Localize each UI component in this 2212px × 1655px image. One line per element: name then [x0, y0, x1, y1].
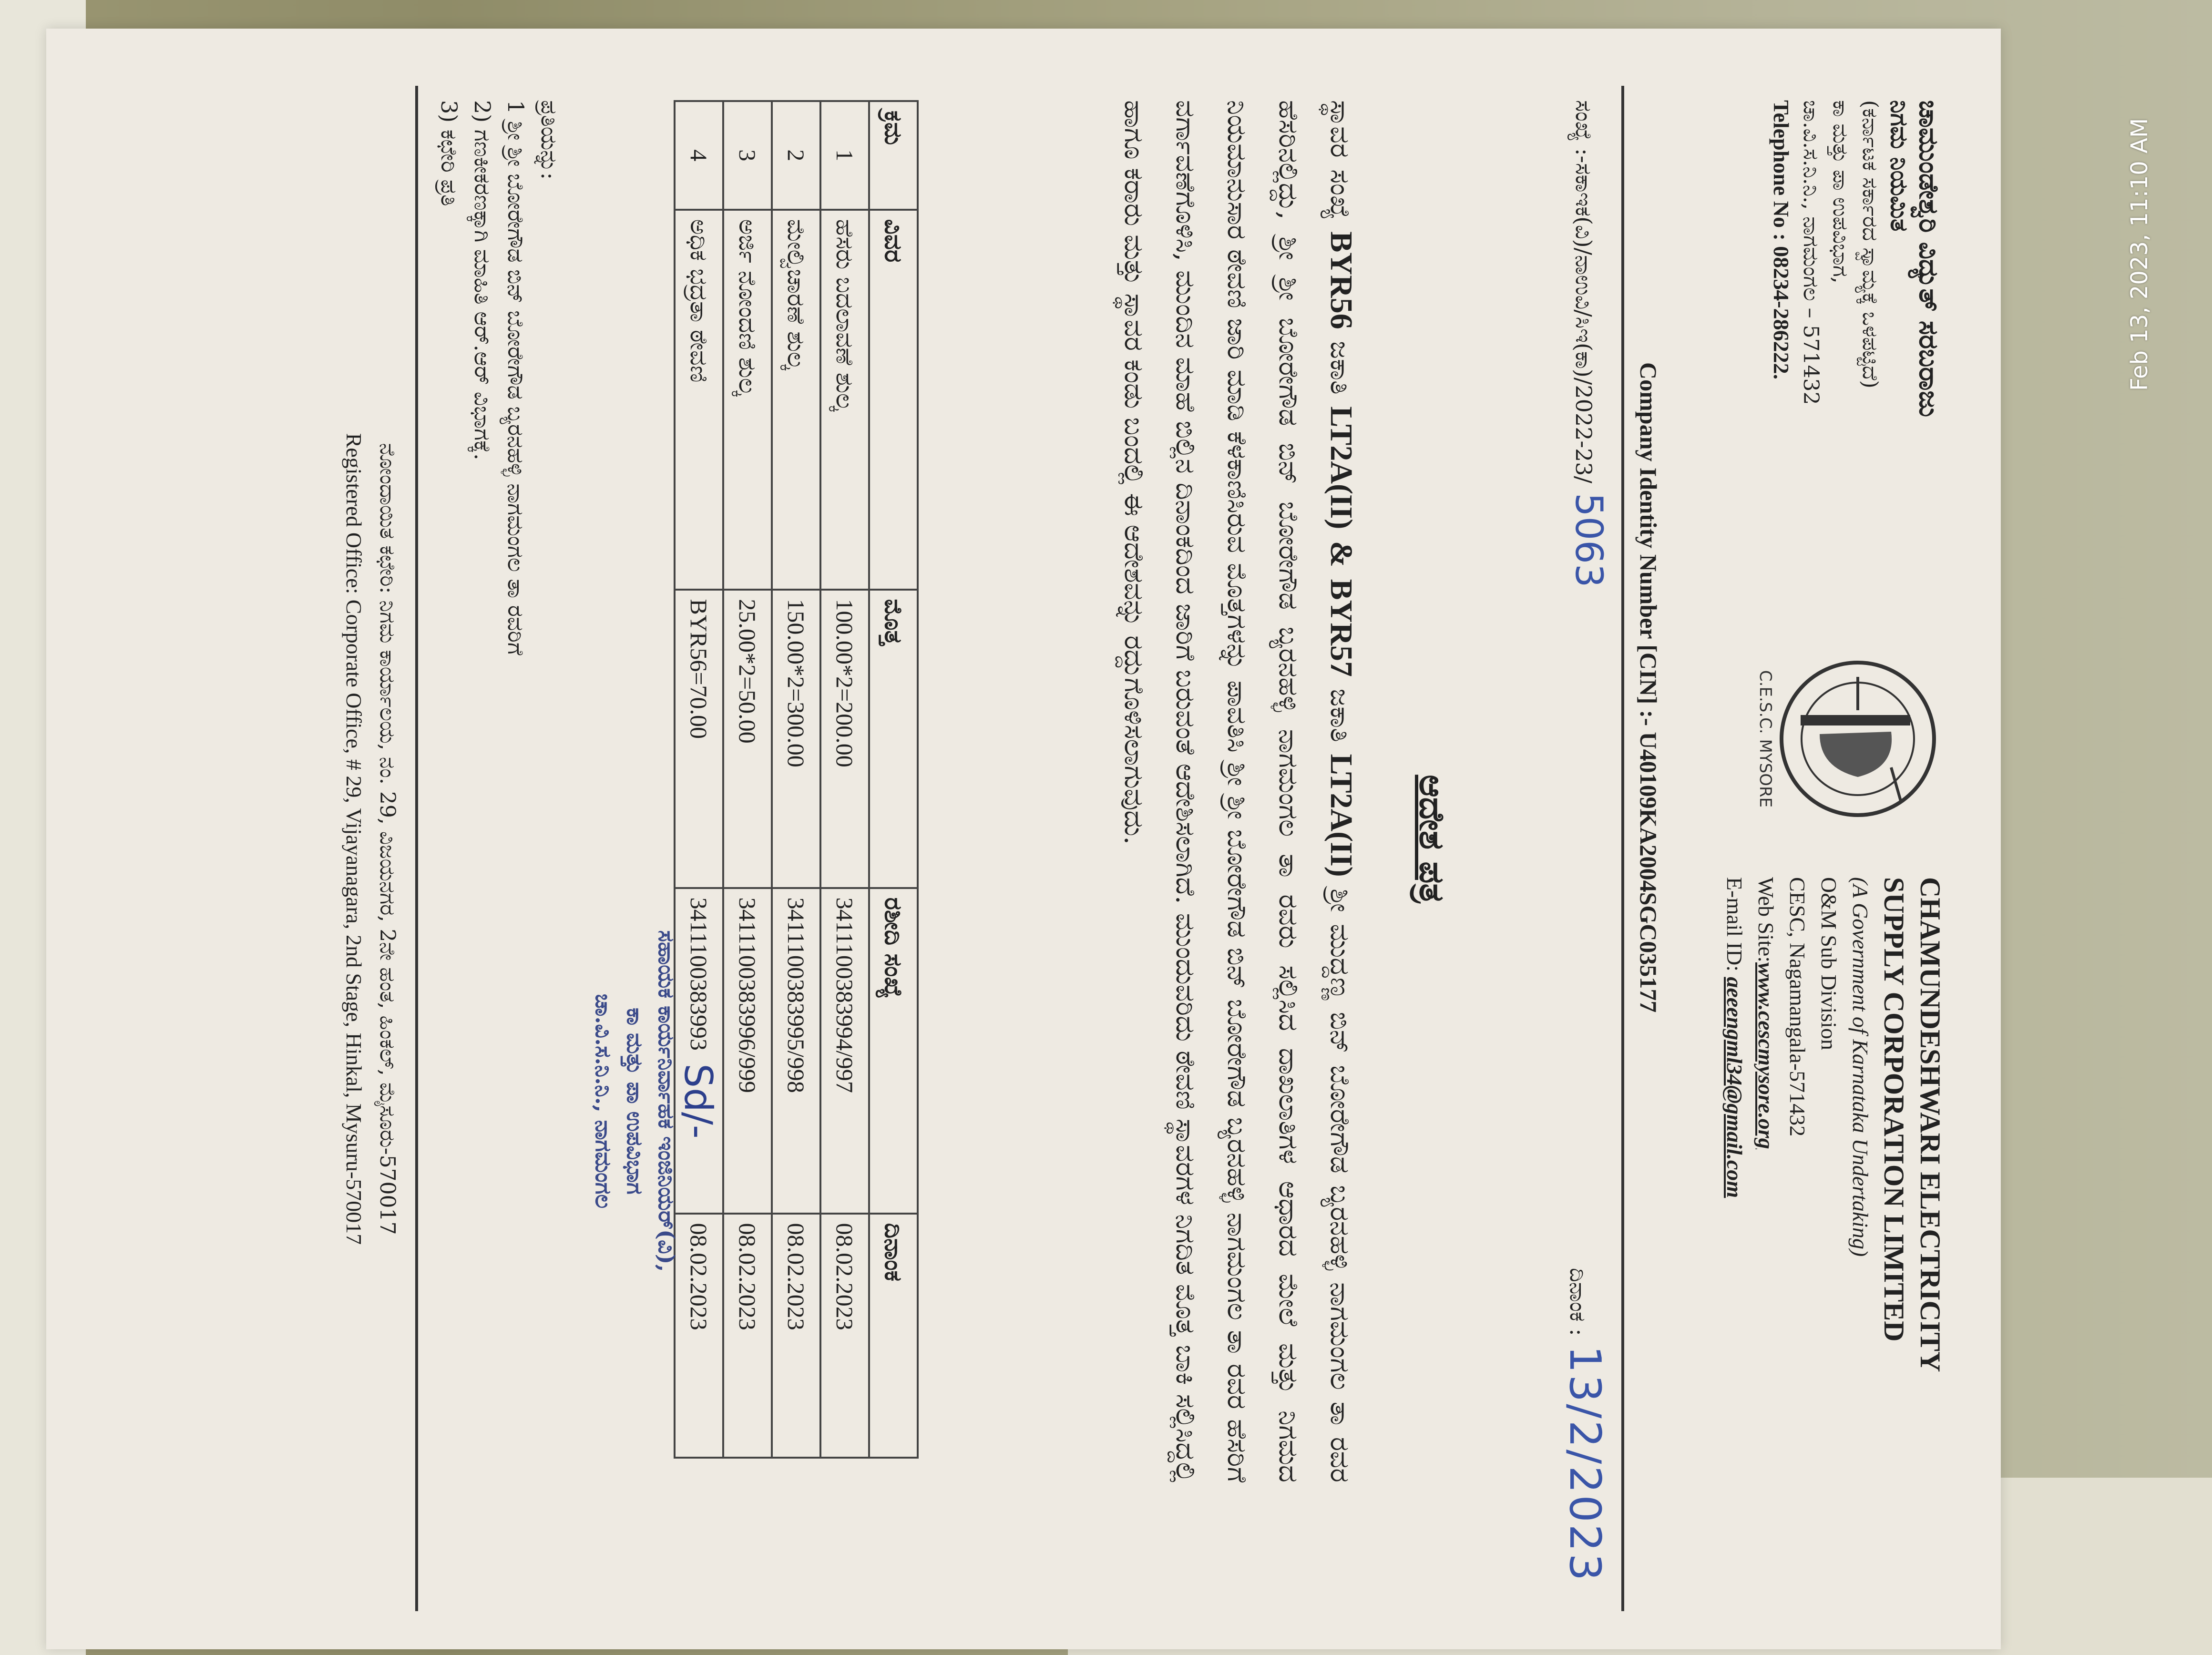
cell-amount: 25.00*2=50.00	[723, 590, 772, 888]
body-text-2: ಜಕಾತಿ	[1324, 341, 1355, 395]
cell-receipt: 3411100383995/998	[772, 888, 820, 1214]
kn-subdivision: ಕಾ ಮತ್ತು ಪಾ ಉಪವಿಭಾಗ,	[1828, 100, 1853, 284]
date-label: ದಿನಾಂಕ :	[1565, 1268, 1591, 1336]
header-kannada	[1766, 100, 1944, 624]
cell-date: 08.02.2023	[675, 1214, 723, 1458]
cell-description: ಅರ್ಜಿ ನೋಂದಣಿ ಶುಲ್ಕ	[723, 210, 772, 590]
kn-company-name-1: ಚಾಮುಂಡೇಶ್ವರಿ ವಿದ್ಯುತ್ ಸರಬರಾಜು	[1913, 100, 1945, 417]
body-text-1: ಸ್ಥಾವರ ಸಂಖ್ಯೆ	[1324, 100, 1355, 220]
order-body	[1108, 100, 1367, 1482]
cell-receipt: 3411100383994/997	[820, 888, 869, 1214]
signature-block	[588, 744, 720, 1459]
date-handwritten: 13/2/2023	[1560, 1345, 1610, 1583]
cell-sl: 1	[820, 101, 869, 210]
website-line	[1750, 877, 1782, 1640]
tariff-2: LT2A(II)	[1324, 754, 1359, 877]
cell-amount: 100.00*2=200.00	[820, 590, 869, 888]
cell-date: 08.02.2023	[772, 1214, 820, 1458]
cell-sl: 3	[723, 101, 772, 210]
kn-government-note: (ಕರ್ನಾಟಕ ಸರ್ಕಾರದ ಸ್ವಾಮ್ಯಕ್ಕೆ ಒಳಪಟ್ಟಿದೆ)	[1858, 100, 1882, 388]
company-identity-number: Company Identity Number [CIN] :- U40109KA2004SGC035177	[1635, 362, 1662, 1013]
footer-english: Registered Office: Corporate Office, # 29, Vijayanagara, 2nd Stage, Hinkal, Mysuru-570017	[342, 433, 366, 1245]
ampersand: &	[1324, 541, 1359, 567]
document-title: ಆದೇಶ ಪತ್ರ	[1412, 775, 1453, 903]
telephone: Telephone No : 08234-286222.	[1769, 100, 1793, 380]
header-divider	[1621, 86, 1624, 1611]
cell-date: 08.02.2023	[723, 1214, 772, 1458]
letter-document	[46, 29, 2001, 1649]
table-header-row	[869, 101, 918, 1458]
en-government-note: (A Government of Karnataka Undertaking)	[1848, 877, 1873, 1257]
email-label: E-mail ID:	[1722, 877, 1747, 971]
website-label: Web Site:	[1754, 877, 1778, 962]
letter-date	[1560, 1268, 1610, 1583]
cell-description: ಹೆಸರು ಬದಲಾವಣೆ ಶುಲ್ಕ	[820, 210, 869, 590]
col-sl: ಕ್ರಮ	[869, 101, 918, 210]
cc-heading: ಪ್ರತಿಯನ್ನು:	[536, 100, 562, 180]
account-1: BYR56	[1324, 231, 1359, 329]
cc-item-2: 2) ಗಣಕೀಕರಣಕ್ಕಾಗಿ ಮಾಹಿತಿ ಆರ್.ಆರ್ ವಿಭಾಗಕ್ಕೆ.	[470, 100, 495, 460]
footer-divider	[415, 86, 418, 1611]
en-place: CESC, Nagamangala-571432	[1785, 877, 1810, 1137]
body-text-4: ಶ್ರೀ ಮುದ್ದಣ್ಣ ಬಿನ್ ಬೋರೇಗೌಡ ಬ್ಯರನಹಳ್ಳಿ ನಾಗಮಂಗಲ ತಾ ರವರ ಹೆಸರಿನಲ್ಲಿದ್ದು, ಶ್ರೀ ಶ್ರೀ ಬೋರೇಗೌಡ ಬಿನ್ ಬೋರೇಗೌಡ ಬ್ಯರನಹಳ್ಳಿ ನಾಗಮಂಗಲ ತಾ ರವರು ಸಲ್ಲಿಸಿದ ದಾಖಲಾತಿಗಳ ಆಧಾರದ ಮೇಲೆ ಮತ್ತು ನಿಗಮದ ನಿಯಮಾನುಸಾರ ಠೇವಣಿ ಜಾರಿ ಮಾಡಿ ಕೆಳಕಾಣಿಸಿರುವ ಮೊತ್ತಗಳನ್ನು ಪಾವತಿಸಿ ಶ್ರೀ ಶ್ರೀ ಬೋರೇಗೌಡ ಬಿನ್ ಬೋರೇಗೌಡ ಬ್ಯರನಹಳ್ಳಿ ನಾಗಮಂಗಲ ತಾ ರವರ ಹೆಸರಿಗೆ ವರ್ಗಾವಣೆಗೊಳಿಸಿ, ಮುಂದಿನ ಮಾಹೆ ಬಿಲ್ಲಿನ ದಿನಾಂಕದಿಂದ ಜಾರಿಗೆ ಬರುವಂತೆ ಆದೇಶಿಸಲಾಗಿದೆ. ಮುಂದುವರಿದು ಠೇವಣಿ ಸ್ಥಾವರಗಳ ನಿಗದಿತ ಮೊತ್ತ ಬಾಕಿ ಸಲ್ಲಿಸಿದ್ದಲ್ಲಿ ಹಾಗೂ ಕರಾರು ಮತ್ತು ಸ್ಥಾವರ ಕಂಡು ಬಂದಲ್ಲಿ ಈ ಆದೇಶವನ್ನು ರದ್ದುಗೊಳಿಸಲಾಗುವುದು.	[1118, 100, 1355, 1482]
cell-receipt: 3411100383996/999	[723, 888, 772, 1214]
email-line	[1719, 877, 1750, 1640]
email-link[interactable]: aeeengml34@gmail.com	[1722, 977, 1747, 1198]
reference-label: ಸಂಖ್ಯೆ :-ಸಕಾಇಕ(ವಿ)/ನಾಉವಿ/ಸಿಇ(ಕಾ)/2022-23/	[1571, 100, 1597, 484]
signature-line-1: ಸಹಾಯಕ ಕಾರ್ಯನಿರ್ವಾಹಕ ಇಂಜಿನಿಯರ್(ವಿ),	[654, 930, 679, 1272]
cesc-logo-icon	[1748, 644, 1948, 834]
table-row	[723, 101, 772, 1458]
cell-description: ಅಧಿಕ ಭದ್ರತಾ ಠೇವಣಿ	[675, 210, 723, 590]
body-text-3: ಜಕಾತಿ	[1324, 688, 1355, 742]
footer	[337, 29, 404, 1649]
logo-text: C.E.S.C. MYSORE	[1756, 670, 1775, 808]
table-row	[772, 101, 820, 1458]
website-link[interactable]: www.cescmysore.org	[1754, 962, 1778, 1149]
signature-line-3: ಚಾ.ವಿ.ಸ.ನಿ.ನಿ., ನಾಗಮಂಗಲ	[591, 993, 616, 1209]
kn-company-name-2: ನಿಗಮ ನಿಯಮಿತ	[1885, 100, 1914, 232]
cc-item-1: 1 ಶ್ರೀ ಶ್ರೀ ಬೋರೇಗೌಡ ಬಿನ್ ಬೋರೇಗೌಡ ಬ್ಯರನಹಳ್ಳಿ ನಾಗಮಂಗಲ ತಾ ರವರಿಗೆ	[503, 100, 529, 655]
signature-line-2: ಕಾ ಮತ್ತು ಪಾ ಉಪವಿಭಾಗ	[622, 1008, 648, 1195]
reference-number	[1567, 100, 1610, 588]
copy-to-list	[432, 100, 566, 655]
cell-date: 08.02.2023	[820, 1214, 869, 1458]
en-subdivision: O&M Sub Division	[1817, 877, 1841, 1050]
col-receipt: ರಶೀದಿ ಸಂಖ್ಯೆ	[869, 888, 918, 1214]
cell-sl: 2	[772, 101, 820, 210]
cell-receipt: 3411100383993	[675, 888, 723, 1214]
col-amount: ಮೊತ್ತ	[869, 590, 918, 888]
account-2: BYR57	[1324, 579, 1359, 677]
en-company-name-2: SUPPLY CORPORATION LIMITED	[1878, 877, 1910, 1342]
col-date: ದಿನಾಂಕ	[869, 1214, 918, 1458]
footer-kannada: ನೋಂದಾಯಿತ ಕಛೇರಿ: ನಿಗಮ ಕಾರ್ಯಾಲಯ, ನಂ. 29, ವಿಜಯನಗರ, 2ನೇ ಹಂತ, ಹಿಂಕಲ್, ಮೈಸೂರು-570017	[375, 443, 399, 1235]
reference-handwritten-number: 5063	[1567, 493, 1610, 588]
photo-timestamp: Feb 13, 2023, 11:10 AM	[2126, 118, 2153, 391]
cell-amount: 150.00*2=300.00	[772, 590, 820, 888]
col-description: ವಿವರ	[869, 210, 918, 590]
cc-item-3: 3) ಕಛೇರಿ ಪ್ರತಿ	[436, 100, 462, 206]
cell-amount: BYR56=70.00	[675, 590, 723, 888]
en-company-name-1: CHAMUNDESHWARI ELECTRICITY	[1915, 877, 1946, 1372]
header-english	[1719, 877, 1948, 1640]
kn-place: ಚಾ.ವಿ.ಸ.ನಿ.ನಿ., ನಾಗಮಂಗಲ – 571432	[1799, 100, 1823, 405]
cell-sl: 4	[675, 101, 723, 210]
table-row	[820, 101, 869, 1458]
handwritten-signature: Sd/-	[676, 1063, 720, 1139]
tariff-1: LT2A(II)	[1324, 406, 1359, 530]
cell-description: ಮೇಲ್ವಿಚಾರಣೆ ಶುಲ್ಕ	[772, 210, 820, 590]
